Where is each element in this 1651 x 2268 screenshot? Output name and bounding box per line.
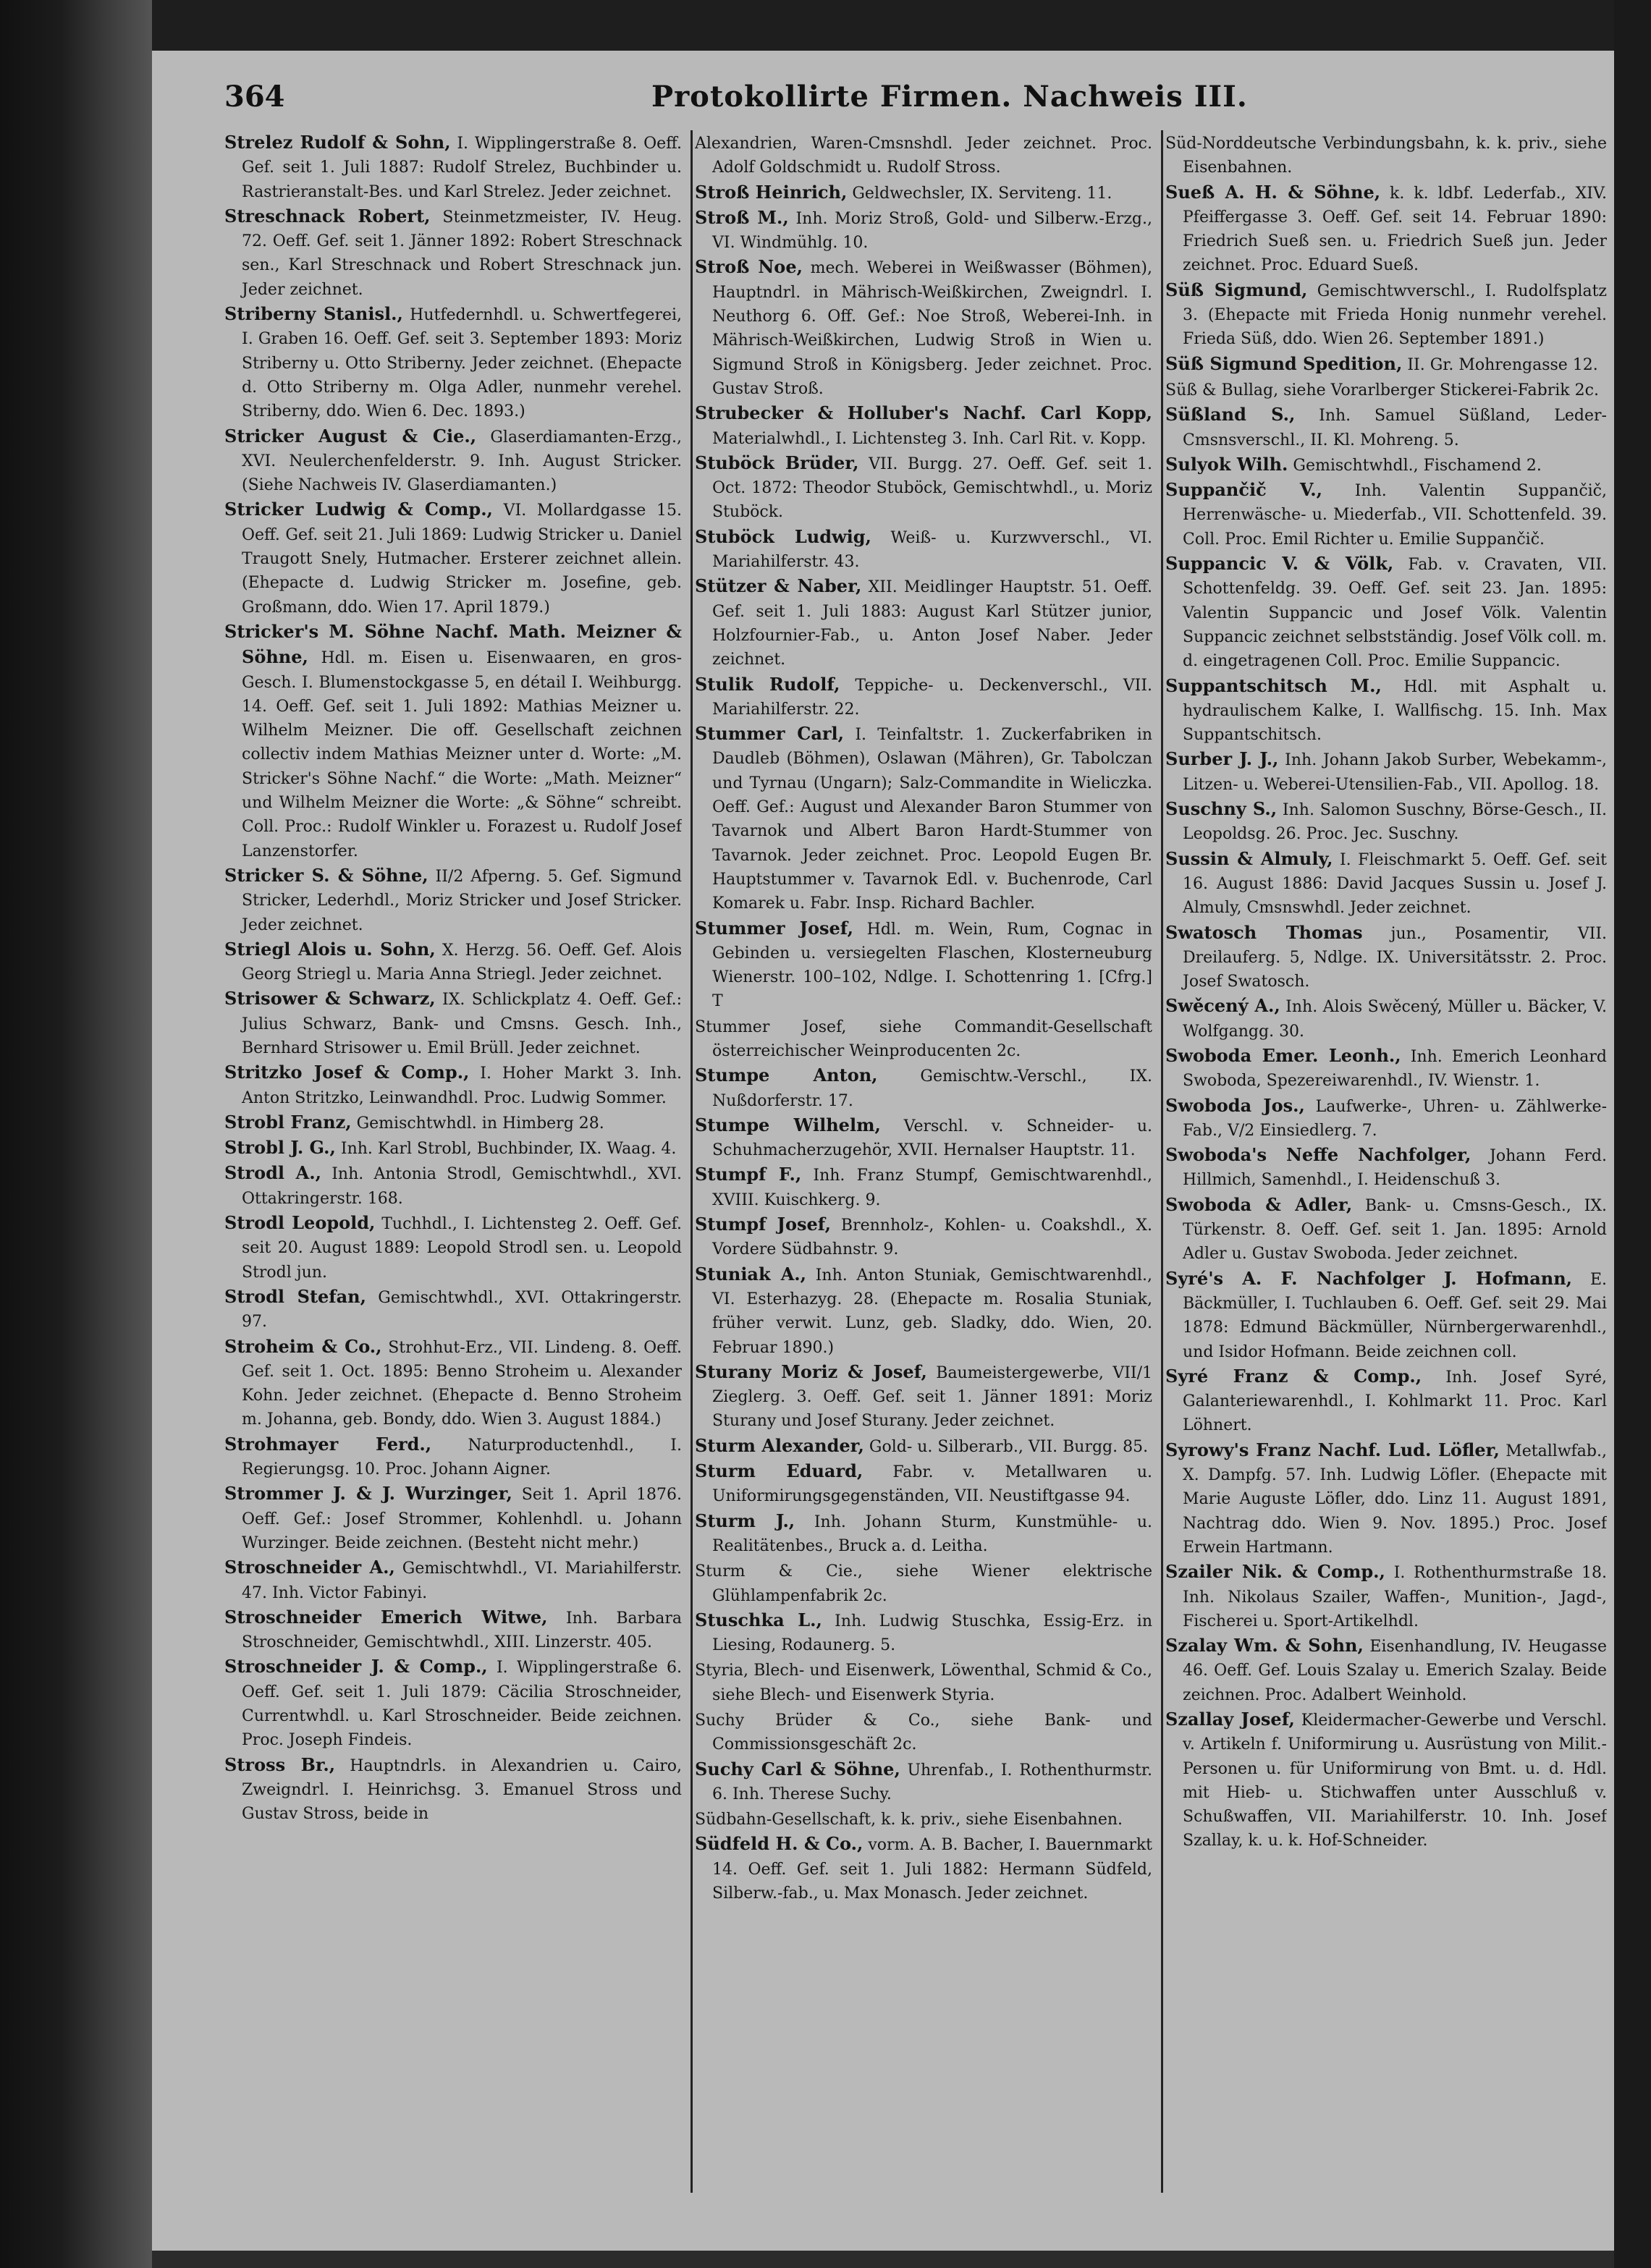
firm-details: Weiß- u. Kurzwverschl., VI. Mariahilferstr. 43. (712, 528, 1152, 572)
firm-details: X. Herzg. 56. Oeff. Gef. Alois Georg Striegl u. Maria Anna Striegl. Jeder zeichnet. (242, 941, 682, 984)
directory-entry (1165, 478, 1607, 551)
firm-details: VI. Mollardgasse 15. Oeff. Gef. seit 21. Juli 1869: Ludwig Stricker u. Daniel Traugott Snely, Hutmacher. Ersterer zeichnet allein. (Ehepacte d. Ludwig Stricker m. Josefine, geb. Großmann, ddo. Wien 17. April 1879.) (242, 502, 682, 617)
directory-entry (1165, 1707, 1607, 1853)
firm-name: Stricker's M. Söhne Nachf. Math. Meizner & Söhne, (224, 620, 682, 668)
directory-entry (224, 986, 682, 1060)
directory-entry (695, 1262, 1152, 1360)
firm-name: Strodl Leopold, (224, 1212, 376, 1234)
firm-details: Inh. Josef Syré, Galanteriewarenhdl., I. Kohlmarkt 11. Proc. Karl Löhnert. (1183, 1368, 1607, 1435)
firm-details: Inh. Alois Swěcený, Müller u. Bäcker, V. Wolfgangg. 30. (1183, 998, 1607, 1041)
firm-name: Stross Br., (224, 1753, 336, 1775)
firm-name: Swoboda's Neffe Nachfolger, (1165, 1144, 1471, 1166)
directory-entry (1165, 921, 1607, 994)
firm-details: Inh. Salomon Suschny, Börse-Gesch., II. Leopoldsg. 26. Proc. Jec. Suschny. (1183, 801, 1607, 844)
directory-entry (695, 1459, 1152, 1509)
firm-details: Inh. Samuel Süßland, Leder-Cmsnsverschl., II. Kl. Mohreng. 5. (1183, 407, 1607, 449)
directory-entry (1165, 551, 1607, 673)
firm-name: Stritzko Josef & Comp., (224, 1062, 470, 1083)
book-spine (0, 0, 152, 2268)
directory-entry (224, 424, 682, 498)
firm-details: Gemischtwhdl., VI. Mariahilferstr. 47. Inh. Victor Fabinyi. (242, 1560, 682, 1602)
firm-details: mech. Weberei in Weißwasser (Böhmen), Hauptndrl. in Mährisch-Weißkirchen, Zweigndrl. I. Neuthorg 6. Off. Gef.: Noe Stroß, Weberei-Inh. in Mährisch-Weißkirchen, Ludwig Stroß in Wien u. Sigmund Stroß in Königsberg. Jeder zeichnet. Proc. Gustav Stroß. (712, 259, 1152, 398)
firm-name: Suppancic V. & Völk, (1165, 553, 1394, 575)
firm-details: Gemischtwverschl., I. Rudolfsplatz 3. (Ehepacte mit Frieda Honig nunmehr verehel. Frieda Süß, ddo. Wien 26. September 1891.) (1183, 282, 1607, 349)
directory-entry (224, 619, 682, 863)
directory-entry (695, 525, 1152, 575)
firm-name: Streschnack Robert, (224, 205, 431, 227)
firm-details: Bank- u. Cmsns-Gesch., IX. Türkenstr. 8. Oeff. Gef. seit 1. Jan. 1895: Arnold Adler u. Gustav Swoboda. Jeder zeichnet. (1183, 1196, 1607, 1264)
firm-details: Gemischtwhdl. in Himberg 28. (351, 1114, 604, 1133)
firm-name: Süßland S., (1165, 404, 1296, 426)
firm-details: I. Teinfaltstr. 1. Zuckerfabriken in Daudleb (Böhmen), Oslawan (Mähren), Gr. Tabolczan und Tyrnau (Ungarn); Salz-Commandite in Wieliczka. Oeff. Gef.: August und Alexander Baron Stummer von Tavarnok und Albert Baron Hardt-Stummer von Tavarnok. Jeder zeichnet. Proc. Leopold Eugen Br. Hauptstummer v. Tavarnok Edl. v. Buchenrode, Carl Komarek u. Fabr. Insp. Richard Bachler. (712, 726, 1152, 913)
firm-name: Sulyok Wilh. (1165, 453, 1288, 475)
directory-entry (224, 1432, 682, 1482)
firm-name: Stroschneider J. & Comp., (224, 1656, 488, 1677)
firm-name: Sturany Moriz & Josef, (695, 1361, 927, 1382)
directory-entry (695, 1558, 1152, 1608)
directory-entry (224, 1135, 682, 1161)
directory-entry (695, 1657, 1152, 1707)
firm-details: I. Wipplingerstraße 8. Oeff. Gef. seit 1. Juli 1887: Rudolf Strelez, Buchbinder u. Rastrieranstalt-Bes. und Karl Strelez. Jeder zeichnet. (242, 135, 682, 201)
firm-details: Glaserdiamanten-Erzg., XVI. Neulerchenfelderstr. 9. Inh. August Stricker. (Siehe Nachweis IV. Glaserdiamanten.) (242, 428, 682, 495)
directory-entry (1165, 1044, 1607, 1093)
firm-name: Suschny S., (1165, 798, 1278, 820)
firm-name: Stroschneider A., (224, 1557, 395, 1578)
firm-details: vorm. A. B. Bacher, I. Bauernmarkt 14. Oeff. Gef. seit 1. Juli 1882: Hermann Südfeld, Silberw.-fab., u. Max Monasch. Jeder zeichnet. (712, 1836, 1152, 1903)
directory-entry (695, 672, 1152, 722)
firm-name: Strohmayer Ferd., (224, 1433, 432, 1455)
firm-name: Süß Sigmund, (1165, 279, 1308, 300)
directory-entry (224, 497, 682, 619)
firm-details: I. Fleischmarkt 5. Oeff. Gef. seit 16. August 1886: David Jacques Sussin u. Josef J. Almuly, Cmsnswhdl. Jeder zeichnet. (1183, 850, 1607, 918)
directory-entry (224, 1481, 682, 1555)
column-left (224, 130, 682, 2229)
directory-entry (695, 1509, 1152, 1559)
firm-name: Stuböck Ludwig, (695, 525, 871, 547)
firm-name: Strubecker & Holluber's Nachf. Carl Kopp, (695, 402, 1152, 424)
directory-entry (1165, 847, 1607, 921)
directory-entry (1165, 402, 1607, 452)
firm-details: jun., Posamentir, VII. Dreilauferg. 5, Ndlge. IX. Universitätsstr. 2. Proc. Josef Swatosch. (1183, 924, 1607, 991)
firm-name: Strobl J. G., (224, 1137, 336, 1159)
firm-details: Hauptndrls. in Alexandrien u. Cairo, Zweigndrl. I. Heinrichsg. 3. Emanuel Stross und Gustav Stross, beide in (242, 1756, 682, 1824)
firm-name: Sussin & Almuly, (1165, 847, 1333, 869)
directory-entry (224, 1605, 682, 1655)
directory-entry (695, 130, 1152, 180)
firm-name: Suchy Carl & Söhne, (695, 1758, 900, 1780)
directory-entry (224, 1161, 682, 1211)
directory-entry (1165, 1266, 1607, 1364)
firm-details: Gemischtwhdl., Fischamend 2. (1288, 456, 1542, 475)
firm-details: Baumeistergewerbe, VII/1 Zieglerg. 3. Oeff. Gef. seit 1. Jänner 1891: Moriz Sturany und Josef Sturany. Jeder zeichnet. (712, 1363, 1152, 1431)
firm-name: Striberny Stanisl., (224, 303, 403, 325)
firm-name: Swoboda Emer. Leonh., (1165, 1044, 1401, 1066)
directory-entry (695, 255, 1152, 401)
firm-details: Süß & Bullag, siehe Vorarlberger Stickerei-Fabrik 2c. (1165, 381, 1599, 399)
directory-entry (695, 1063, 1152, 1113)
firm-name: Stummer Josef, (695, 917, 853, 939)
firm-details: I. Rothenthurmstraße 18. Inh. Nikolaus Szailer, Waffen-, Munition-, Jagd-, Fischerei u. Sport-Artikelhdl. (1183, 1564, 1607, 1630)
directory-entry (1165, 994, 1607, 1044)
firm-details: Materialwhdl., I. Lichtensteg 3. Inh. Carl Rit. v. Kopp. (712, 429, 1147, 448)
directory-entry (224, 1285, 682, 1334)
firm-name: Stumpe Anton, (695, 1065, 878, 1086)
firm-details: Inh. Emerich Leonhard Swoboda, Spezereiwarenhdl., IV. Wienstr. 1. (1183, 1047, 1607, 1091)
firm-details: II. Gr. Mohrengasse 12. (1402, 355, 1598, 374)
directory-entry (695, 1434, 1152, 1459)
scan-border-top (152, 0, 1651, 51)
directory-entry (1165, 377, 1607, 402)
firm-details: IX. Schlickplatz 4. Oeff. Gef.: Julius Schwarz, Bank- und Cmsns. Gesch. Inh., Bernhard Strisower u. Emil Brüll. Jeder zeichnet. (242, 991, 682, 1057)
firm-name: Sturm Eduard, (695, 1460, 863, 1482)
column-rule (691, 130, 693, 2193)
directory-entry (224, 1555, 682, 1605)
directory-entry (1165, 1143, 1607, 1193)
firm-details: Eisenhandlung, IV. Heugasse 46. Oeff. Gef. Louis Szalay u. Emerich Szalay. Beide zeichnen. Proc. Adalbert Weinhold. (1183, 1638, 1607, 1704)
directory-entry (224, 937, 682, 987)
directory-entry (1165, 747, 1607, 797)
firm-name: Strisower & Schwarz, (224, 988, 436, 1010)
firm-details: Johann Ferd. Hillmich, Samenhdl., I. Heidenschuß 3. (1183, 1147, 1607, 1190)
firm-details: Strohhut-Erz., VII. Lindeng. 8. Oeff. Gef. seit 1. Oct. 1895: Benno Stroheim u. Alexander Kohn. Jeder zeichnet. (Ehepacte d. Benno Stroheim m. Johanna, geb. Bondy, ddo. Wien 3. August 1884.) (242, 1338, 682, 1429)
firm-name: Szalay Wm. & Sohn, (1165, 1635, 1364, 1656)
firm-details: Inh. Ludwig Stuschka, Essig-Erz. in Liesing, Rodaunerg. 5. (712, 1612, 1152, 1655)
firm-name: Stricker S. & Söhne, (224, 864, 428, 886)
firm-name: Swěcený A., (1165, 995, 1280, 1017)
directory-entry (695, 401, 1152, 451)
directory-entry (224, 204, 682, 302)
firm-details: Verschl. v. Schneider- u. Schuhmacherzugehör, XVII. Hernalser Hauptstr. 11. (712, 1117, 1152, 1160)
firm-details: Inh. Anton Stuniak, Gemischtwarenhdl., VI. Esterhazyg. 28. (Ehepacte m. Rosalia Stuniak, früher verwit. Lunz, geb. Sladky, ddo. Wien, 20. Februar 1890.) (712, 1266, 1152, 1357)
firm-details: Inh. Karl Strobl, Buchbinder, IX. Waag. 4. (335, 1140, 677, 1159)
firm-name: Strobl Franz, (224, 1111, 352, 1133)
firm-name: Stroschneider Emerich Witwe, (224, 1606, 548, 1628)
directory-entry (695, 1162, 1152, 1212)
firm-name: Stützer & Naber, (695, 575, 862, 597)
firm-name: Szallay Josef, (1165, 1709, 1295, 1730)
firm-name: Stumpf F., (695, 1164, 802, 1185)
firm-name: Swatosch Thomas (1165, 921, 1363, 943)
directory-entry (695, 1707, 1152, 1757)
directory-entry (1165, 1633, 1607, 1707)
firm-details: Hdl. m. Eisen u. Eisenwaaren, en gros-Gesch. I. Blumenstockgasse 5, en détail I. Weihburgg. 14. Oeff. Gef. seit 1. Juli 1892: Mathias Meizner u. Wilhelm Meizner. Die off. Gesellschaft zeichnen collectiv indem Mathias Meizner unter d. Worte: „M. Stricker's Söhne Nachf.“ die Worte: „Math. Meizner“ und Wilhelm Meizner die Worte: „& Söhne“ schreibt. Coll. Proc.: Rudolf Winkler u. Forazest u. Rudolf Josef Lanzenstorfer. (242, 649, 682, 860)
directory-entry (695, 916, 1152, 1014)
firm-name: Swoboda Jos., (1165, 1094, 1305, 1116)
firm-name: Surber J. J., (1165, 748, 1279, 770)
directory-entry (695, 1113, 1152, 1163)
firm-name: Swoboda & Adler, (1165, 1193, 1353, 1215)
firm-name: Strodl Stefan, (224, 1285, 366, 1307)
firm-name: Stumpe Wilhelm, (695, 1114, 881, 1135)
firm-name: Stulik Rudolf, (695, 673, 840, 695)
directory-entry (1165, 1438, 1607, 1560)
firm-details: Inh. Moriz Stroß, Gold- und Silberw.-Erzg., VI. Windmühlg. 10. (712, 209, 1152, 253)
firm-name: Syré's A. F. Nachfolger J. Hofmann, (1165, 1267, 1573, 1289)
firm-details: Inh. Valentin Suppančič, Herrenwäsche- u. Miederfab., VII. Schottenfeld. 39. Coll. Proc. Emil Richter u. Emilie Suppančič. (1183, 482, 1607, 549)
directory-entry (1165, 1560, 1607, 1633)
directory-entry (224, 863, 682, 937)
firm-name: Süß Sigmund Spedition, (1165, 352, 1403, 374)
firm-name: Stuböck Brüder, (695, 452, 859, 473)
firm-details: Süd-Norddeutsche Verbindungsbahn, k. k. priv., siehe Eisenbahnen. (1165, 135, 1607, 177)
firm-details: Inh. Johann Jakob Surber, Webekamm-, Litzen- u. Weberei-Utensilien-Fab., VII. Apollog. 18. (1183, 751, 1607, 794)
directory-entry (695, 1757, 1152, 1807)
directory-entry (1165, 180, 1607, 278)
firm-details: Steinmetzmeister, IV. Heug. 72. Oeff. Gef. seit 1. Jänner 1892: Robert Streschnack sen., Karl Streschnack und Robert Streschnack jun. Jeder zeichnet. (242, 208, 682, 299)
firm-name: Stuschka L., (695, 1609, 822, 1630)
firm-name: Stroß M., (695, 206, 789, 228)
firm-details: k. k. ldbf. Lederfab., XIV. Pfeiffergasse 3. Oeff. Gef. seit 14. Februar 1890: Friedrich Sueß sen. u. Friedrich Sueß jun. Jeder zeichnet. Proc. Eduard Sueß. (1183, 184, 1607, 275)
firm-details: VII. Burgg. 27. Oeff. Gef. seit 1. Oct. 1872: Theodor Stuböck, Gemischtwhdl., u. Moriz Stuböck. (712, 454, 1152, 522)
directory-page (152, 51, 1614, 2251)
directory-entry (695, 1832, 1152, 1905)
firm-name: Sueß A. H. & Söhne, (1165, 181, 1381, 203)
directory-entry (224, 1060, 682, 1110)
firm-details: Tuchhdl., I. Lichtensteg 2. Oeff. Gef. seit 20. August 1889: Leopold Strodl sen. u. Leopold Strodl jun. (242, 1215, 682, 1282)
firm-details: I. Hoher Markt 3. Inh. Anton Stritzko, Leinwandhdl. Proc. Ludwig Sommer. (242, 1065, 682, 1107)
firm-name: Syrowy's Franz Nachf. Lud. Löfler, (1165, 1439, 1500, 1460)
firm-details: Inh. Johann Sturm, Kunstmühle- u. Realitätenbes., Bruck a. d. Leitha. (712, 1512, 1152, 1555)
firm-name: Stuniak A., (695, 1263, 807, 1285)
directory-entry (224, 1654, 682, 1752)
firm-details: Alexandrien, Waren-Cmsnshdl. Jeder zeichnet. Proc. Adolf Goldschmidt u. Rudolf Stross. (695, 135, 1152, 177)
directory-entry (695, 1360, 1152, 1434)
firm-details: Teppiche- u. Deckenverschl., VII. Mariahilferstr. 22. (712, 676, 1152, 719)
directory-entry (1165, 1093, 1607, 1143)
firm-name: Strommer J. & J. Wurzinger, (224, 1483, 512, 1505)
directory-entry (224, 130, 682, 204)
firm-name: Szailer Nik. & Comp., (1165, 1561, 1385, 1583)
firm-details: Fab. v. Cravaten, VII. Schottenfeldg. 39. Oeff. Gef. seit 23. Jan. 1895: Valentin Suppancic und Josef Völk. Valentin Suppancic zeichnet selbstständig. Josef Völk coll. m. d. eingetragenen Coll. Proc. Emilie Suppancic. (1183, 556, 1607, 671)
directory-entry (224, 302, 682, 423)
directory-entry (224, 1211, 682, 1285)
firm-details: Styria, Blech- und Eisenwerk, Löwenthal, Schmid & Co., siehe Blech- und Eisenwerk Styria. (695, 1662, 1152, 1704)
firm-name: Stricker August & Cie., (224, 425, 477, 447)
directory-entry (1165, 452, 1607, 478)
firm-details: Hdl. mit Asphalt u. hydraulischem Kalke, I. Wallfischg. 15. Inh. Max Suppantschitsch. (1183, 677, 1607, 745)
scan-border-right (1614, 0, 1651, 2268)
directory-entry (1165, 278, 1607, 352)
firm-name: Stroheim & Co., (224, 1335, 382, 1357)
directory-entry (1165, 1193, 1607, 1266)
firm-name: Südfeld H. & Co., (695, 1833, 863, 1855)
firm-name: Sturm J., (695, 1510, 795, 1531)
directory-entry (224, 1753, 682, 1827)
running-title: Protokollirte Firmen. Nachweis III. (651, 80, 1248, 114)
firm-name: Stroß Noe, (695, 256, 803, 278)
directory-entry (1165, 797, 1607, 847)
firm-name: Sturm Alexander, (695, 1434, 864, 1456)
page-number: 364 (224, 80, 285, 114)
firm-details: Gemischtwhdl., XVI. Ottakringerstr. 97. (242, 1288, 682, 1332)
firm-details: Sturm & Cie., siehe Wiener elektrische Glühlampenfabrik 2c. (695, 1562, 1152, 1605)
directory-entry (1165, 352, 1607, 377)
firm-details: Inh. Franz Stumpf, Gemischtwarenhdl., XVIII. Kuischkerg. 9. (712, 1167, 1152, 1209)
firm-details: Geldwechsler, IX. Serviteng. 11. (847, 184, 1112, 203)
firm-details: Seit 1. April 1876. Oeff. Gef.: Josef Strommer, Kohlenhdl. u. Johann Wurzinger. Beide zeichnen. (Besteht nicht mehr.) (242, 1486, 682, 1552)
firm-details: Metallwfab., X. Dampfg. 57. Inh. Ludwig Löfler. (Ehepacte mit Marie Auguste Löfler, ddo. Linz 11. August 1891, Nachtrag ddo. Wien 9. Nov. 1895.) Proc. Josef Erwein Hartmann. (1183, 1442, 1607, 1557)
column-right (1165, 130, 1607, 2229)
firm-name: Strelez Rudolf & Sohn, (224, 132, 451, 153)
firm-name: Stricker Ludwig & Comp., (224, 499, 493, 520)
firm-details: Gemischtw.-Verschl., IX. Nußdorferstr. 17. (712, 1067, 1152, 1110)
firm-details: Fabr. v. Metallwaren u. Uniformirungsgegenständen, VII. Neustiftgasse 94. (712, 1463, 1152, 1506)
firm-details: Laufwerke-, Uhren- u. Zählwerke-Fab., V/2 Einsiedlerg. 7. (1183, 1097, 1607, 1140)
firm-name: Strodl A., (224, 1162, 321, 1184)
directory-entry (224, 1110, 682, 1135)
directory-entry (1165, 1364, 1607, 1438)
firm-name: Striegl Alois u. Sohn, (224, 938, 436, 960)
firm-details: Inh. Antonia Strodl, Gemischtwhdl., XVI. Ottakringerstr. 168. (242, 1165, 682, 1208)
column-rule (1161, 130, 1163, 2193)
directory-entry (695, 180, 1152, 206)
directory-entry (695, 1806, 1152, 1832)
firm-name: Stummer Carl, (695, 723, 845, 745)
firm-details: Stummer Josef, siehe Commandit-Gesellschaft österreichischer Weinproducenten 2c. (695, 1017, 1152, 1060)
page-header (224, 65, 1571, 130)
directory-entry (224, 1334, 682, 1432)
firm-name: Suppantschitsch M., (1165, 674, 1382, 696)
firm-details: Hutfedernhdl. u. Schwertfegerei, I. Graben 16. Oeff. Gef. seit 3. September 1893: Moriz Striberny u. Otto Striberny. Jeder zeichnet. (Ehepacte d. Otto Striberny m. Olga Adler, nunmehr verehel. Striberny, ddo. Wien 6. Dec. 1893.) (242, 306, 682, 421)
firm-details: Inh. Barbara Stroschneider, Gemischtwhdl., XIII. Linzerstr. 405. (242, 1609, 682, 1652)
firm-details: E. Bäckmüller, I. Tuchlauben 6. Oeff. Gef. seit 29. Mai 1878: Edmund Bäckmüller, Nürnbergerwarenhdl., und Isidor Hofmann. Beide zeichnen coll. (1183, 1270, 1607, 1361)
directory-entry (695, 1014, 1152, 1064)
firm-details: II/2 Afperng. 5. Gef. Sigmund Stricker, Lederhdl., Moriz Stricker und Josef Stricker. Jeder zeichnet. (242, 867, 682, 934)
firm-details: Brennholz-, Kohlen- u. Coakshdl., X. Vordere Südbahnstr. 9. (712, 1216, 1152, 1259)
directory-entry (695, 451, 1152, 525)
firm-details: Südbahn-Gesellschaft, k. k. priv., siehe Eisenbahnen. (695, 1811, 1123, 1829)
firm-details: Kleidermacher-Gewerbe und Verschl. v. Artikeln f. Uniformirung u. Ausrüstung von Milit.-Personen u. für Uniformirung von Bmt. u. d. Hdl. mit Hieb- u. Stichwaffen unter Ausschluß v. Schußwaffen, VII. Mariahilferstr. 10. Inh. Josef Szallay, k. u. k. Hof-Schneider. (1183, 1711, 1607, 1850)
firm-details: Suchy Brüder & Co., siehe Bank- und Commissionsgeschäft 2c. (695, 1711, 1152, 1754)
firm-name: Stroß Heinrich, (695, 181, 848, 203)
firm-details: I. Wipplingerstraße 6. Oeff. Gef. seit 1. Juli 1879: Cäcilia Stroschneider, Currentwhdl. u. Karl Stroschneider. Beide zeichnen. Proc. Joseph Findeis. (242, 1659, 682, 1750)
directory-entry (695, 1212, 1152, 1262)
directory-entry (695, 206, 1152, 255)
firm-details: Uhrenfab., I. Rothenthurmstr. 6. Inh. Therese Suchy. (712, 1761, 1152, 1803)
firm-name: Suppančič V., (1165, 479, 1322, 501)
directory-entry (1165, 674, 1607, 748)
directory-entry (1165, 130, 1607, 180)
firm-details: XII. Meidlinger Hauptstr. 51. Oeff. Gef. seit 1. Juli 1883: August Karl Stützer junior, Holzfournier-Fab., u. Anton Josef Naber. Jeder zeichnet. (712, 578, 1152, 669)
firm-details: Hdl. m. Wein, Rum, Cognac in Gebinden u. versiegelten Flaschen, Klosterneuburg Wienerstr. 100–102, Ndlge. I. Schottenring 1. [Cfrg.] T (712, 920, 1152, 1011)
directory-entry (695, 722, 1152, 915)
firm-name: Syré Franz & Comp., (1165, 1365, 1422, 1387)
directory-entry (695, 1608, 1152, 1658)
firm-name: Stumpf Josef, (695, 1214, 831, 1235)
firm-details: Gold- u. Silberarb., VII. Burgg. 85. (863, 1437, 1149, 1456)
directory-entry (695, 574, 1152, 672)
firm-details: Naturproductenhdl., I. Regierungsg. 10. Proc. Johann Aigner. (242, 1436, 682, 1479)
column-middle (695, 130, 1152, 2229)
